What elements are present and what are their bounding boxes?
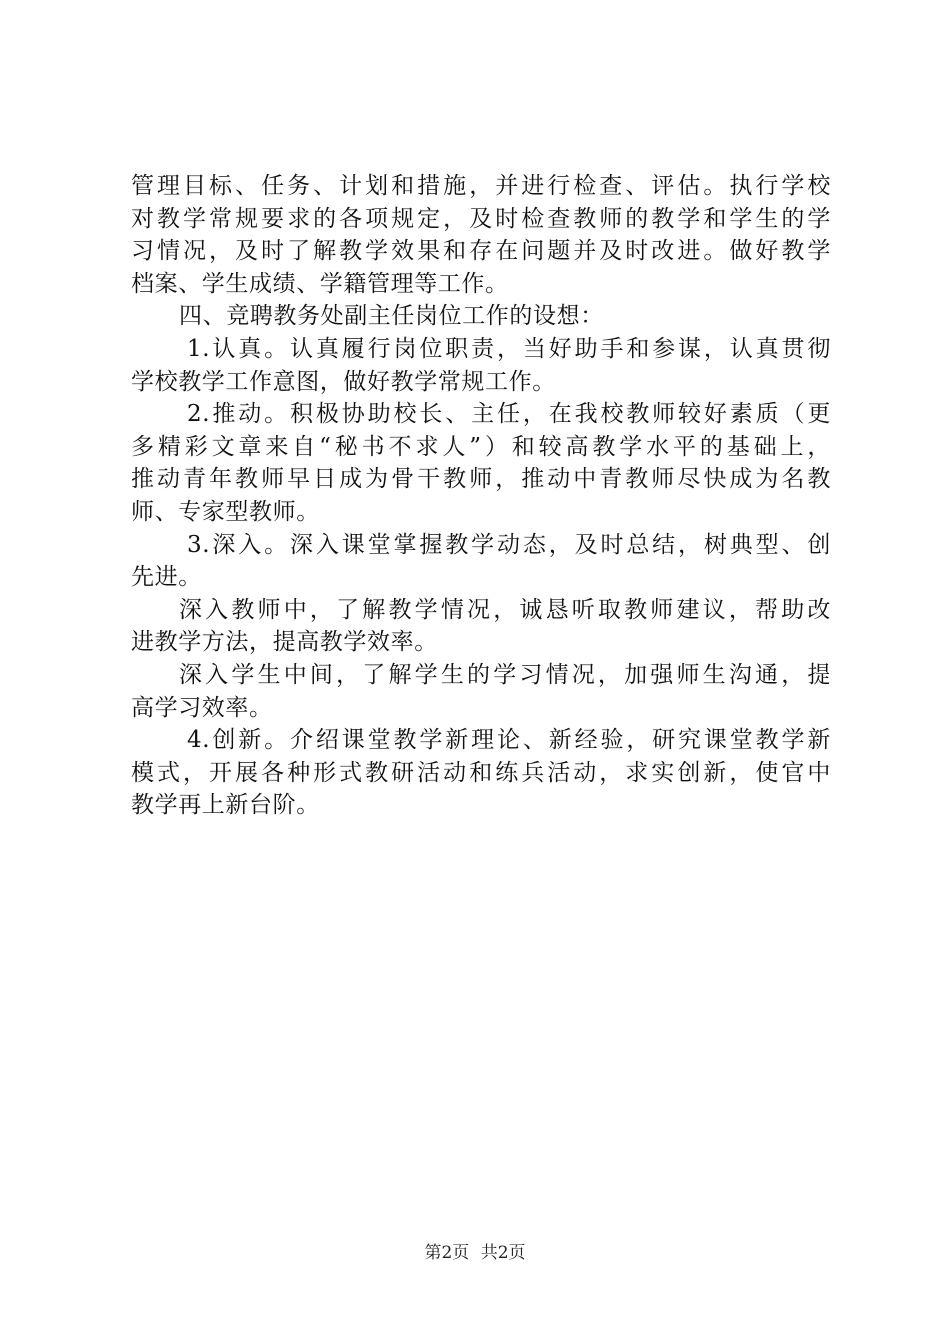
list-item-4: 4.创新。介绍课堂教学新理论、新经验，研究课堂教学新 bbox=[187, 727, 831, 754]
text-line: 师、专家型教师。 bbox=[131, 498, 320, 525]
text-line: 管理目标、任务、计划和措施，并进行检查、评估。执行学校 bbox=[131, 173, 831, 199]
page-total: 共2页 bbox=[480, 1243, 526, 1263]
body-text bbox=[131, 170, 831, 822]
list-item-2: 2.推动。积极协助校长、主任，在我校教师较好素质（更 bbox=[187, 401, 831, 428]
page-footer bbox=[0, 1242, 950, 1264]
text-line: 进教学方法，提高教学效率。 bbox=[131, 629, 438, 656]
text-line: 模式，开展各种形式教研活动和练兵活动，求实创新，使官中 bbox=[131, 759, 831, 786]
text-line: 多精彩文章来自“秘书不求人”）和较高教学水平的基础上， bbox=[131, 433, 831, 460]
list-item-3: 3.深入。深入课堂掌握教学动态，及时总结，树典型、创 bbox=[187, 531, 831, 558]
section-heading: 四、竞聘教务处副主任岗位工作的设想： bbox=[179, 303, 604, 330]
text-line: 学校教学工作意图，做好教学常规工作。 bbox=[131, 368, 556, 395]
text-line: 档案、学生成绩、学籍管理等工作。 bbox=[131, 270, 509, 297]
paragraph-line: 深入教师中，了解教学情况，诚恳听取教师建议，帮助改 bbox=[179, 596, 831, 623]
text-line: 推动青年教师早日成为骨干教师，推动中青教师尽快成为名教 bbox=[131, 466, 831, 493]
text-line: 教学再上新台阶。 bbox=[131, 792, 320, 819]
text-line: 先进。 bbox=[131, 564, 202, 591]
text-line: 习情况，及时了解教学效果和存在问题并及时改进。做好教学 bbox=[131, 238, 831, 265]
paragraph-line: 深入学生中间，了解学生的学习情况，加强师生沟通，提 bbox=[179, 661, 831, 688]
page-number: 第2页 bbox=[424, 1243, 470, 1263]
text-line: 高学习效率。 bbox=[131, 694, 273, 721]
text-line: 对教学常规要求的各项规定，及时检查教师的教学和学生的学 bbox=[131, 205, 831, 232]
list-item-1: 1.认真。认真履行岗位职责，当好助手和参谋，认真贯彻 bbox=[187, 335, 831, 362]
